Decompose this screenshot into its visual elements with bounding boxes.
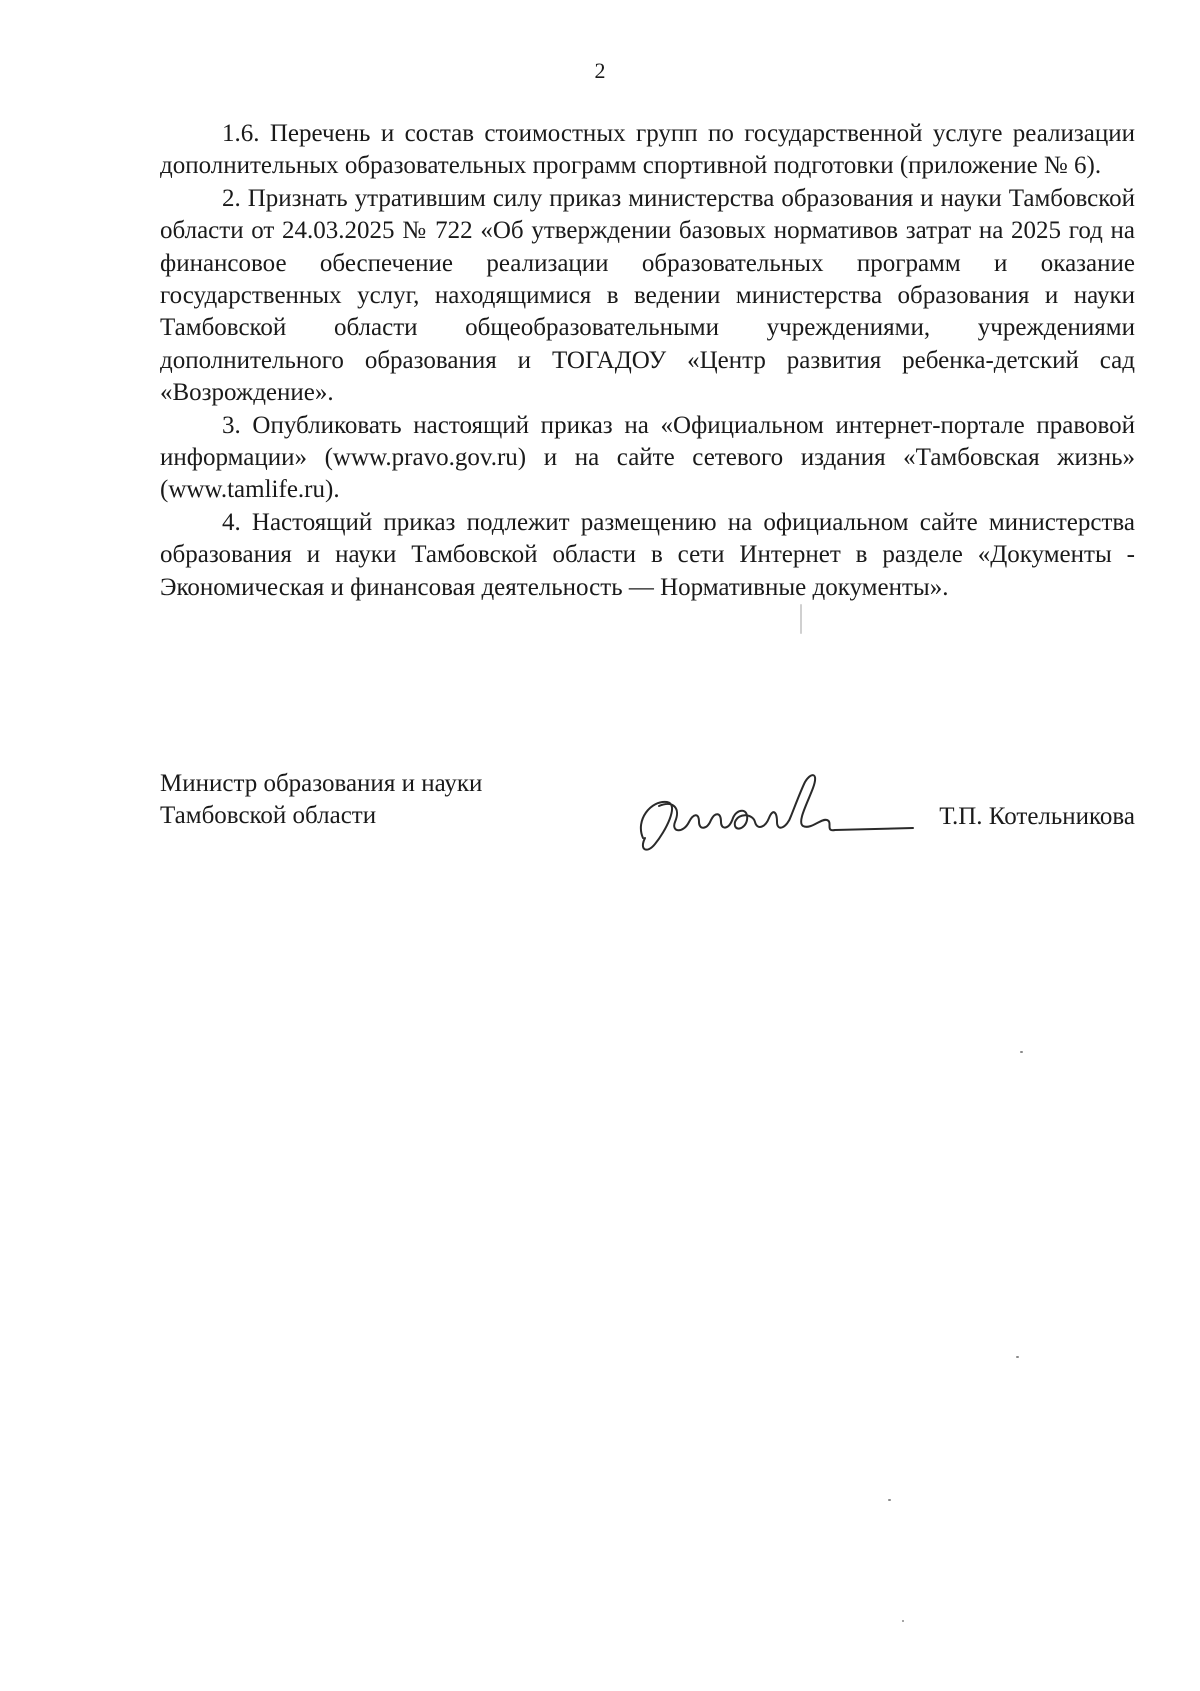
scan-speck: [902, 1620, 904, 1622]
signature-block: [160, 768, 1135, 832]
paragraph-1-6: 1.6. Перечень и состав стоимостных групп по государственной услуге реализации дополнительных образовательных программ спортивной подготовки (приложение № 6).: [160, 120, 1135, 180]
signer-title: Министр образования и науки: [160, 770, 483, 797]
signer-organization: Тамбовской области: [160, 802, 377, 829]
handwritten-signature-icon: [625, 760, 915, 860]
page-number: 2: [594, 58, 606, 83]
paragraph-3: 3. Опубликовать настоящий приказ на «Официальном интернет-портале правовой информации» (www.pravo.gov.ru) и на сайте сетевого издания «Тамбовская жизнь» (www.tamlife.ru).: [160, 411, 1135, 504]
paragraph-2: 2. Признать утратившим силу приказ министерства образования и науки Тамбовской области от 24.03.2025 № 722 «Об утверждении базовых нормативов затрат на 2025 год на финансовое обеспечение реализации образовательных программ и оказание государственных услуг, находящимися в ведении министерства образования и науки Тамбовской области общеобразовательными учреждениями, учреждениями дополнительного образования и ТОГАДОУ «Центр развития ребенка-детский сад «Возрождение».: [160, 184, 1135, 407]
paragraph-4: 4. Настоящий приказ подлежит размещению на официальном сайте министерства образования и науки Тамбовской области в сети Интернет в разделе «Документы - Экономическая и финансовая деятельность — Нормативные документы».: [160, 508, 1135, 601]
scan-speck: [800, 604, 802, 634]
document-body: [160, 118, 1135, 604]
scan-speck: [1020, 1051, 1023, 1053]
signer-name: Т.П. Котельникова: [939, 803, 1135, 830]
scan-speck: [1016, 1356, 1019, 1358]
scan-speck: [888, 1499, 891, 1501]
